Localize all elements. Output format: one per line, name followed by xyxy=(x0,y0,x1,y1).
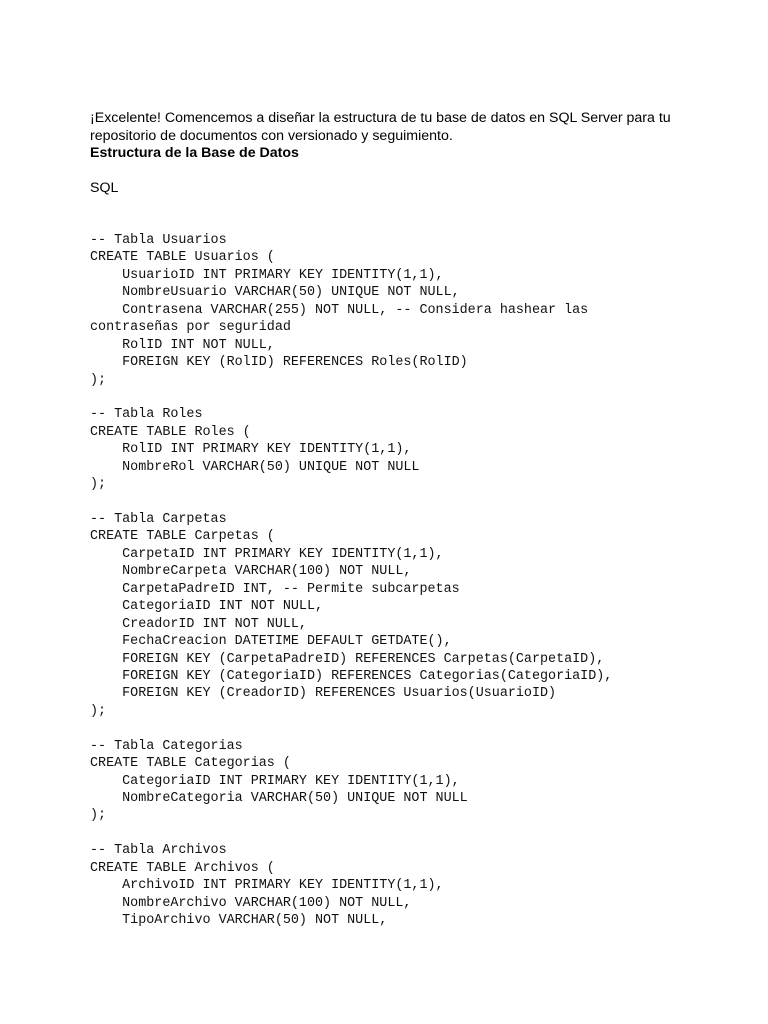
code-language-label: SQL xyxy=(90,180,119,197)
code-line: ); xyxy=(90,477,107,493)
code-line: CREATE TABLE Archivos ( xyxy=(90,860,275,876)
code-line: ); xyxy=(90,808,107,824)
code-line: -- Tabla Usuarios xyxy=(90,233,227,248)
code-line xyxy=(90,720,612,737)
code-line: FOREIGN KEY (RolID) REFERENCES Roles(RolID) xyxy=(90,355,468,371)
section-heading: Estructura de la Base de Datos xyxy=(90,145,299,162)
code-line xyxy=(90,825,612,842)
code-line: ); xyxy=(90,703,107,719)
code-line: -- Tabla Archivos xyxy=(90,843,227,859)
code-line: contraseñas por seguridad xyxy=(90,320,291,336)
document-page xyxy=(90,110,730,929)
code-line: NombreUsuario VARCHAR(50) UNIQUE NOT NULL, xyxy=(90,285,460,301)
code-line: FOREIGN KEY (CarpetaPadreID) REFERENCES Carpetas(CarpetaID), xyxy=(90,651,605,667)
code-line: CategoriaID INT PRIMARY KEY IDENTITY(1,1), xyxy=(90,773,460,789)
code-line: NombreRol VARCHAR(50) UNIQUE NOT NULL xyxy=(90,459,420,475)
code-line: NombreCategoria VARCHAR(50) UNIQUE NOT NULL xyxy=(90,791,468,806)
code-line: ArchivoID INT PRIMARY KEY IDENTITY(1,1), xyxy=(90,878,444,894)
code-line: CarpetaPadreID INT, -- Permite subcarpetas xyxy=(90,581,460,597)
code-line xyxy=(90,494,612,511)
code-line: CREATE TABLE Roles ( xyxy=(90,424,251,440)
code-line: NombreArchivo VARCHAR(100) NOT NULL, xyxy=(90,895,412,911)
code-line: CREATE TABLE Usuarios ( xyxy=(90,250,275,266)
code-line: -- Tabla Roles xyxy=(90,407,203,423)
code-line: CREATE TABLE Categorias ( xyxy=(90,756,291,772)
code-line: FechaCreacion DATETIME DEFAULT GETDATE(), xyxy=(90,634,452,650)
code-line: FOREIGN KEY (CreadorID) REFERENCES Usuarios(UsuarioID) xyxy=(90,686,557,702)
sql-code-block xyxy=(90,232,612,930)
code-line: UsuarioID INT PRIMARY KEY IDENTITY(1,1), xyxy=(90,267,444,283)
code-line: RolID INT PRIMARY KEY IDENTITY(1,1), xyxy=(90,442,412,458)
code-line: FOREIGN KEY (CategoriaID) REFERENCES Categorias(CategoriaID), xyxy=(90,668,613,684)
code-line: Contrasena VARCHAR(255) NOT NULL, -- Considera hashear las xyxy=(90,302,589,318)
code-line: NombreCarpeta VARCHAR(100) NOT NULL, xyxy=(90,564,412,580)
code-line: CarpetaID INT PRIMARY KEY IDENTITY(1,1), xyxy=(90,546,444,562)
code-line: ); xyxy=(90,372,107,388)
code-line: CREATE TABLE Carpetas ( xyxy=(90,529,275,545)
code-line: -- Tabla Carpetas xyxy=(90,512,227,527)
code-line: CreadorID INT NOT NULL, xyxy=(90,616,307,632)
code-line: TipoArchivo VARCHAR(50) NOT NULL, xyxy=(90,913,388,929)
intro-paragraph: ¡Excelente! Comencemos a diseñar la estructura de tu base de datos en SQL Server para tu repositorio de documentos con versionado y seguimiento. xyxy=(90,110,671,144)
code-line: -- Tabla Categorias xyxy=(90,738,243,754)
code-line: CategoriaID INT NOT NULL, xyxy=(90,599,324,615)
code-line xyxy=(90,389,612,406)
code-line: RolID INT NOT NULL, xyxy=(90,337,275,353)
